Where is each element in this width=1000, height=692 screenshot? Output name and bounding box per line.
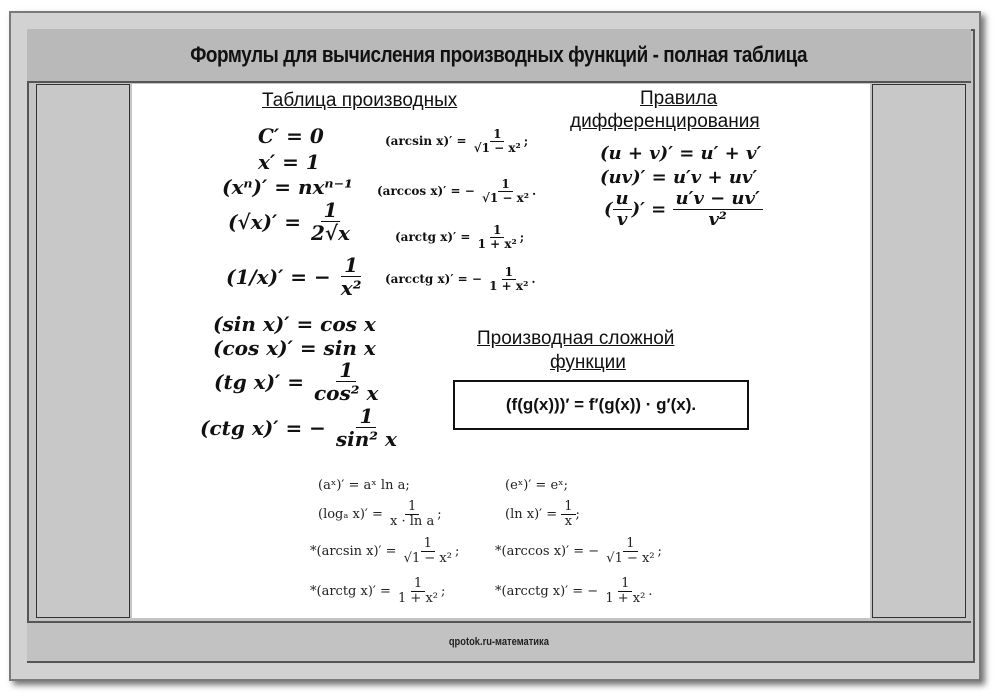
chain-rule: (f(g(x)))′ = f′(g(x)) · g′(x). [505, 395, 697, 414]
quot-den: v² [708, 208, 727, 230]
actg-lhs: *(arcctg x)′ = − [495, 583, 599, 599]
page-title: Формулы для вычисления производных функций - полная таблица [190, 42, 808, 67]
actg-den: 1 + x² [605, 590, 646, 606]
asin-num: 1 [421, 537, 435, 552]
log-den: x · ln a [390, 513, 435, 529]
formula-power: (xⁿ)′ = nxⁿ⁻¹ [222, 175, 353, 199]
sqrt-den: 2√x [310, 221, 350, 245]
quot-lhs-num: u [613, 190, 632, 210]
formula-const: C′ = 0 [258, 124, 324, 148]
formula-ln: (ln x)′ = $\frac{1}{x}$ ; [505, 499, 580, 529]
formula-sin: (sin x)′ = cos x [213, 312, 376, 336]
complex-heading-line2: функции [550, 352, 626, 373]
formula-asin: *(arcsin x)′ = $\frac{1}{\text{√1 − x²}}$ ; [310, 536, 460, 566]
formula-arcctg: (arcctg x)′ = − $\frac{1}{\text{1 + x²}}$ . [385, 265, 536, 293]
asin-lhs: *(arcsin x)′ = [310, 543, 397, 559]
arccos-lhs: (arccos x)′ = − [377, 184, 475, 199]
table-heading: Таблица производных [262, 90, 458, 111]
arctg-den: 1 + x² [477, 236, 517, 251]
rules-heading-line2: дифференцирования [570, 111, 760, 132]
formula-log: (logₐ x)′ = $\frac{1}{\text{x · ln a}}$ ; [318, 499, 442, 529]
formula-acos: *(arccos x)′ = − $\frac{1}{\text{√1 − x²}}$ ; [495, 536, 662, 566]
atg-den: 1 + x² [398, 590, 439, 606]
formula-sqrt [228, 200, 353, 244]
quot-num: u′v − uv′ [673, 190, 763, 210]
footer-text: qpotok.ru-математика [448, 636, 550, 648]
ctg-num: 1 [356, 406, 376, 428]
formula-arctg: (arctg x)′ = $\frac{1}{\text{1 + x²}}$ ; [395, 223, 525, 251]
rules-heading-line1: Правила [640, 88, 718, 109]
tg-den: cos² x [314, 381, 379, 405]
acos-den: √1 − x² [606, 550, 655, 566]
arctg-num: 1 [490, 224, 504, 238]
ln-den: x [564, 513, 573, 529]
formula-atg: *(arctg x)′ = $\frac{1}{\text{1 + x²}}$ ; [310, 576, 446, 606]
arctg-lhs: (arctg x)′ = [395, 230, 471, 245]
arcsin-den: √1 − x² [473, 140, 521, 155]
rule-quotient: ( $\frac{u}{v}$ )′ = $\frac{u'v - uv'}{\text{v²}}$ [604, 190, 763, 230]
acos-num: 1 [623, 537, 637, 552]
tg-num: 1 [336, 360, 356, 382]
formula-ex: (eˣ)′ = eˣ; [505, 478, 569, 493]
formula-arccos: (arccos x)′ = − $\frac{1}{\text{√1 − x²}}$ . [377, 177, 537, 205]
formula-actg: *(arcctg x)′ = − $\frac{1}{\text{1 + x²}}$ . [495, 576, 653, 606]
right-panel [872, 84, 966, 618]
arcctg-num: 1 [502, 266, 516, 280]
ln-num: 1 [561, 500, 575, 515]
inv-lhs: (1/x)′ = − [226, 265, 331, 289]
formula-tg [214, 360, 381, 404]
arcsin-num: 1 [490, 128, 504, 142]
asin-den: √1 − x² [403, 550, 452, 566]
actg-num: 1 [618, 577, 632, 592]
ln-lhs: (ln x)′ = [505, 506, 558, 522]
log-lhs: (logₐ x)′ = [318, 506, 383, 522]
sqrt-num: 1 [321, 200, 341, 222]
formula-ctg [200, 406, 400, 450]
inv-den: x² [340, 276, 362, 300]
left-panel [36, 84, 130, 618]
rule-product: (uv)′ = u′v + uv′ [600, 167, 758, 188]
log-num: 1 [405, 500, 419, 515]
inv-num: 1 [341, 255, 361, 277]
tg-lhs: (tg x)′ = [214, 370, 305, 394]
formula-arcsin: (arcsin x)′ = $\frac{1}{\text{√1 − x²}}$ ; [385, 127, 529, 155]
acos-lhs: *(arccos x)′ = − [495, 543, 600, 559]
chain-rule-box [453, 380, 749, 430]
arcsin-lhs: (arcsin x)′ = [385, 134, 467, 149]
complex-heading-line1: Производная сложной [477, 328, 675, 349]
arccos-den: √1 − x² [481, 190, 530, 205]
ctg-den: sin² x [335, 427, 397, 451]
sqrt-lhs: (√x)′ = [228, 210, 301, 234]
ctg-lhs: (ctg x)′ = − [200, 416, 326, 440]
formula-ax: (aˣ)′ = aˣ ln a; [318, 478, 410, 493]
quot-lhs-den: v [616, 208, 628, 230]
arcctg-den: 1 + x² [489, 278, 529, 293]
atg-lhs: *(arctg x)′ = [310, 583, 391, 599]
header-bar [27, 29, 971, 83]
atg-num: 1 [411, 577, 425, 592]
formula-inverse [226, 255, 364, 299]
arcctg-lhs: (arcctg x)′ = − [385, 272, 482, 287]
formula-cos: (cos x)′ = sin x [213, 336, 376, 360]
arccos-num: 1 [498, 178, 512, 192]
footer-bar [27, 621, 971, 661]
formula-x: x′ = 1 [258, 150, 320, 174]
rule-sum: (u + v)′ = u′ + v′ [600, 143, 762, 164]
